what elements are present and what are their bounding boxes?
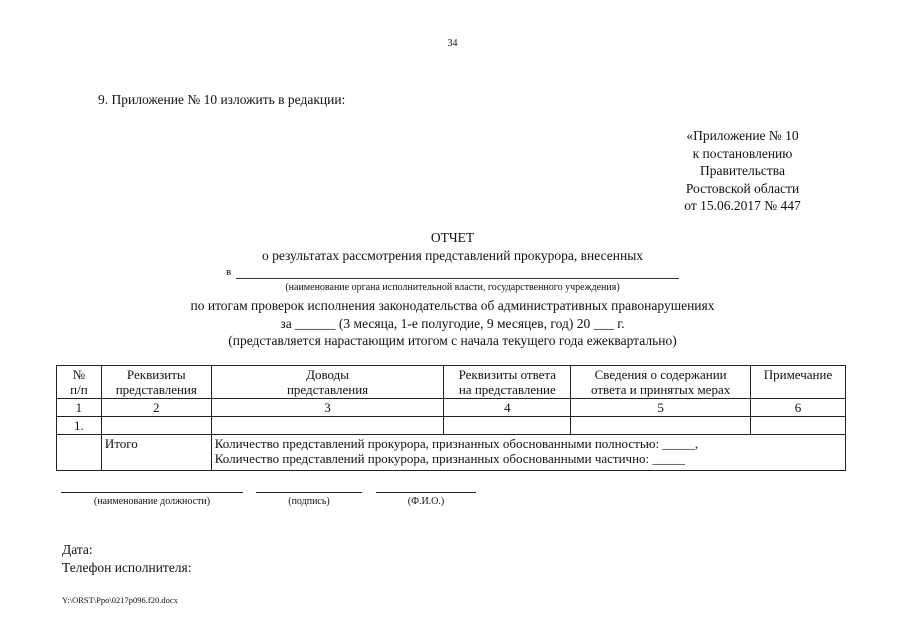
header-cell: Примечание — [751, 366, 846, 399]
total-row — [57, 435, 846, 471]
appendix-line: к постановлению — [692, 145, 793, 161]
table-row — [57, 417, 846, 435]
table-cell — [57, 435, 102, 471]
row-number: 1. — [57, 417, 102, 435]
signature-line — [376, 492, 476, 493]
column-number: 3 — [211, 399, 444, 417]
date-phone-block — [62, 541, 192, 577]
signature-caption: (подпись) — [288, 496, 330, 507]
appendix-header — [660, 127, 825, 215]
header-cell: Сведения о содержании ответа и принятых мерах — [571, 366, 751, 399]
header-cell: Реквизиты представления — [101, 366, 211, 399]
appendix-line: «Приложение № 10 — [686, 128, 799, 143]
report-table — [56, 365, 846, 471]
page-number: 34 — [447, 38, 458, 49]
header-cell: Доводы представления — [211, 366, 444, 399]
header-cell: № п/п — [57, 366, 102, 399]
column-number: 2 — [101, 399, 211, 417]
header-cell: Реквизиты ответа на представление — [444, 366, 571, 399]
period-line: за ______ (3 месяца, 1-е полугодие, 9 месяцев, год) 20 ___ г. — [280, 315, 625, 331]
report-title: ОТЧЕТ — [430, 230, 475, 245]
position-caption: (наименование должности) — [93, 496, 211, 507]
position-signature-field — [61, 492, 243, 507]
full-name-caption: (Ф.И.О.) — [407, 496, 445, 507]
total-label: Итого — [101, 435, 211, 471]
appendix-line: Ростовской области — [685, 180, 800, 196]
table-cell — [211, 417, 444, 435]
column-number: 6 — [751, 399, 846, 417]
column-number: 5 — [571, 399, 751, 417]
report-title-block — [0, 229, 905, 350]
full-name-field — [376, 492, 476, 507]
intro-paragraph: 9. Приложение № 10 изложить в редакции: — [98, 92, 346, 107]
column-number: 4 — [444, 399, 571, 417]
table-header-row — [57, 366, 846, 399]
signature-line — [61, 492, 243, 493]
report-subtitle: о результатах рассмотрения представлений прокурора, внесенных — [261, 247, 644, 263]
signature-field — [256, 492, 362, 507]
table-cell — [101, 417, 211, 435]
appendix-line: от 15.06.2017 № 447 — [684, 198, 801, 213]
total-counts — [211, 435, 845, 471]
organ-name-hint: (наименование органа исполнительной власти, государственного учреждения) — [285, 282, 620, 293]
organ-name-field — [0, 264, 905, 281]
in-prefix: в — [226, 266, 232, 278]
total-partial-line: Количество представлений прокурора, признанных обоснованными частично: _____ — [214, 451, 685, 466]
footer-file-path: Y:\ORST\Ppo\0217p096.f20.docx — [62, 595, 178, 605]
appendix-line: Правительства — [700, 163, 785, 178]
table-cell — [751, 417, 846, 435]
column-number: 1 — [57, 399, 102, 417]
date-label: Дата: — [62, 542, 93, 557]
signature-line — [256, 492, 362, 493]
table-cell — [444, 417, 571, 435]
column-number-row — [57, 399, 846, 417]
organ-name-underline — [236, 278, 679, 279]
checks-line: по итогам проверок исполнения законодательства об административных правонарушениях — [190, 298, 715, 313]
submission-note: (представляется нарастающим итогом с начала текущего года ежеквартально) — [228, 333, 677, 348]
table-cell — [571, 417, 751, 435]
phone-label: Телефон исполнителя: — [62, 560, 192, 575]
total-full-line: Количество представлений прокурора, признанных обоснованными полностью: _____, — [214, 436, 699, 451]
